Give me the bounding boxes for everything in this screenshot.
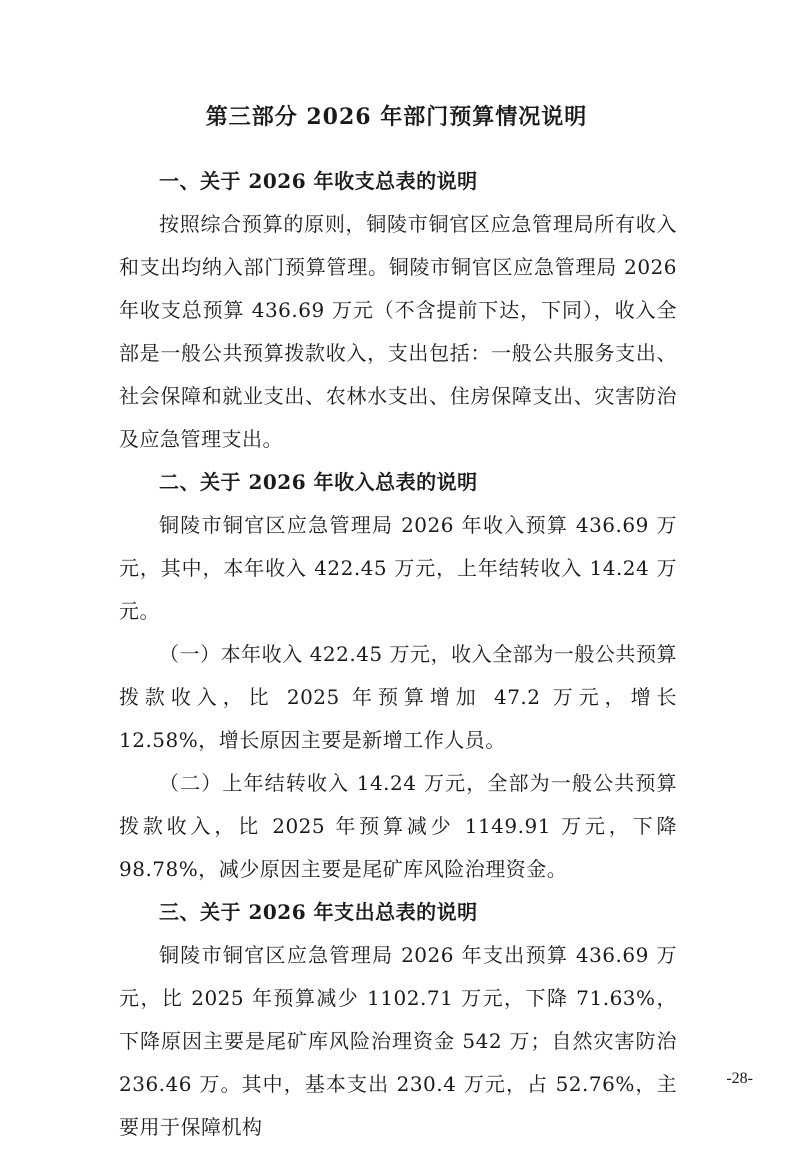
page-number: -28- <box>726 1070 753 1087</box>
section-body-1 <box>119 203 677 461</box>
paragraph: 按照综合预算的原则，铜陵市铜官区应急管理局所有收入和支出均纳入部门预算管理。铜陵市铜官区应急管理局 2026 年收支总预算 436.69 万元（不含提前下达，下同），收入全部是一般公共预算拨款收入，支出包括：一般公共服务支出、社会保障和就业支出、农林水支出、住房保障支出、灾害防治及应急管理支出。 <box>119 212 677 451</box>
section-heading-3: 三、关于 2026 年支出总表的说明 <box>159 900 478 924</box>
paragraph: 铜陵市铜官区应急管理局 2026 年支出预算 436.69 万元，比 2025 年预算减少 1102.71 万元，下降 71.63%，下降原因主要是尾矿库风险治理资金 542 万；自然灾害防治 236.46 万。其中，基本支出 230.4 万元，占 52.76%，主要用于保障机构 <box>119 943 677 1139</box>
document-body <box>119 160 677 1149</box>
section-body-3 <box>119 934 677 1149</box>
section-body-2 <box>119 504 677 891</box>
paragraph: 铜陵市铜官区应急管理局 2026 年收入预算 436.69 万元，其中，本年收入 422.45 万元，上年结转收入 14.24 万元。 <box>119 513 677 623</box>
page-title: 第三部分 2026 年部门预算情况说明 <box>205 104 588 130</box>
paragraph: （二）上年结转收入 14.24 万元，全部为一般公共预算拨款收入，比 2025 年预算减少 1149.91 万元，下降 98.78%，减少原因主要是尾矿库风险治理资金。 <box>119 771 677 881</box>
section-heading-2: 二、关于 2026 年收入总表的说明 <box>159 470 478 494</box>
section-heading-1: 一、关于 2026 年收支总表的说明 <box>159 169 478 193</box>
paragraph: （一）本年收入 422.45 万元，收入全部为一般公共预算拨款收入，比 2025 年预算增加 47.2 万元，增长 12.58%，增长原因主要是新增工作人员。 <box>119 642 677 752</box>
